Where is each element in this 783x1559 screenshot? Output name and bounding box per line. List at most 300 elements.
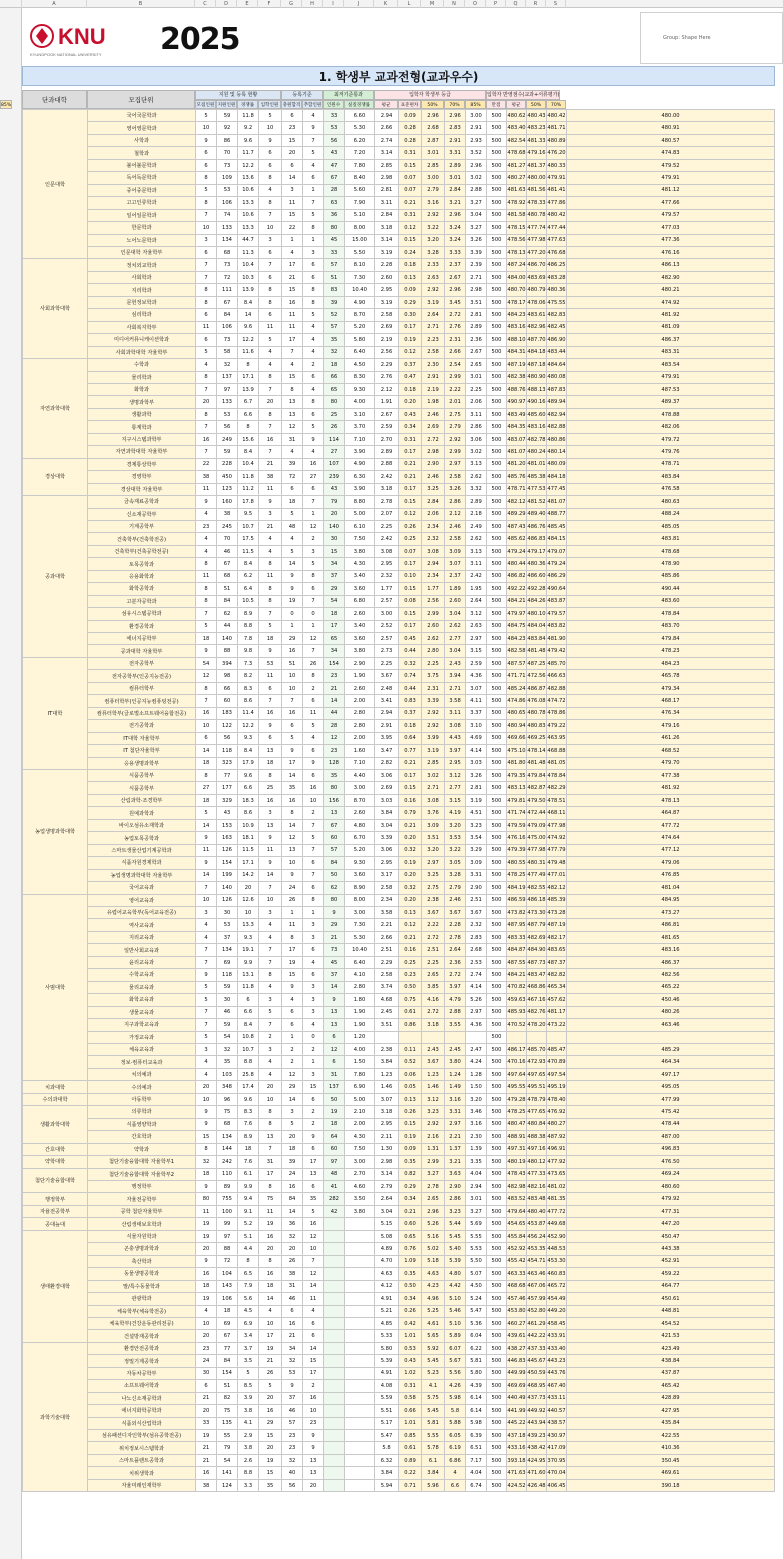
value-cell[interactable]: 3.09 xyxy=(422,819,445,831)
value-cell[interactable]: 9 xyxy=(282,745,303,757)
value-cell[interactable]: 5.69 xyxy=(466,1218,487,1230)
value-cell[interactable]: 443.94 xyxy=(527,1417,547,1429)
value-cell[interactable]: 481.27 xyxy=(507,159,527,171)
value-cell[interactable]: 14 xyxy=(282,819,303,831)
column-letter[interactable]: P xyxy=(486,0,506,8)
value-cell[interactable]: 1.60 xyxy=(345,745,375,757)
value-cell[interactable]: 7 xyxy=(303,819,324,831)
value-cell[interactable]: 2.72 xyxy=(422,433,445,445)
value-cell[interactable]: 2.86 xyxy=(445,1193,466,1205)
value-cell[interactable]: 8.4 xyxy=(238,296,259,308)
value-cell[interactable]: 0.16 xyxy=(399,944,422,956)
value-cell[interactable]: 2.16 xyxy=(422,1131,445,1143)
unit-cell[interactable]: 사회복지학부 xyxy=(88,321,196,333)
value-cell[interactable]: 476.85 xyxy=(567,869,775,881)
value-cell[interactable]: 2.47 xyxy=(466,1043,487,1055)
value-cell[interactable]: 486.37 xyxy=(567,956,775,968)
value-cell[interactable]: 27 xyxy=(196,782,217,794)
value-cell[interactable]: 490.16 xyxy=(527,396,547,408)
value-cell[interactable]: 4 xyxy=(445,1467,466,1479)
value-cell[interactable]: 0.12 xyxy=(399,346,422,358)
value-cell[interactable]: 2.90 xyxy=(422,458,445,470)
value-cell[interactable]: 6.60 xyxy=(345,110,375,122)
value-cell[interactable]: 484.19 xyxy=(507,882,527,894)
value-cell[interactable]: 1 xyxy=(303,1056,324,1068)
value-cell[interactable]: 480.26 xyxy=(567,1006,775,1018)
value-cell[interactable]: 480.10 xyxy=(527,608,547,620)
value-cell[interactable]: 9 xyxy=(282,570,303,582)
value-cell[interactable]: 484.23 xyxy=(507,309,527,321)
value-cell[interactable]: 480.62 xyxy=(507,110,527,122)
value-cell[interactable]: 10 xyxy=(196,1093,217,1105)
value-cell[interactable]: 0.07 xyxy=(399,184,422,196)
unit-cell[interactable]: 철학과 xyxy=(88,147,196,159)
value-cell[interactable]: 0.19 xyxy=(399,857,422,869)
value-cell[interactable]: 9 xyxy=(303,757,324,769)
value-cell[interactable]: 421.53 xyxy=(567,1330,775,1342)
value-cell[interactable]: 468.95 xyxy=(527,1380,547,1392)
value-cell[interactable]: 3 xyxy=(196,234,217,246)
value-cell[interactable]: 65 xyxy=(324,383,345,395)
value-cell[interactable]: 1.49 xyxy=(445,1081,466,1093)
value-cell[interactable]: 8.4 xyxy=(238,1019,259,1031)
value-cell[interactable]: 4.12 xyxy=(375,1280,399,1292)
value-cell[interactable]: 500 xyxy=(487,1430,507,1442)
value-cell[interactable]: 8 xyxy=(238,421,259,433)
value-cell[interactable]: 14 xyxy=(196,869,217,881)
value-cell[interactable]: 471.71 xyxy=(507,670,527,682)
value-cell[interactable]: 3.11 xyxy=(375,197,399,209)
value-cell[interactable]: 2.43 xyxy=(445,657,466,669)
value-cell[interactable]: 66 xyxy=(217,682,238,694)
value-cell[interactable]: 464.77 xyxy=(567,1280,775,1292)
value-cell[interactable]: 4.08 xyxy=(375,1380,399,1392)
value-cell[interactable]: 348 xyxy=(217,1081,238,1093)
value-cell[interactable]: 2.98 xyxy=(466,284,487,296)
value-cell[interactable]: 477.63 xyxy=(547,234,567,246)
value-cell[interactable]: 74 xyxy=(217,209,238,221)
value-cell[interactable]: 5.47 xyxy=(375,1430,399,1442)
value-cell[interactable]: 18 xyxy=(259,633,282,645)
value-cell[interactable]: 3.27 xyxy=(466,222,487,234)
value-cell[interactable]: 485.70 xyxy=(527,1043,547,1055)
table-row[interactable] xyxy=(23,396,775,408)
value-cell[interactable]: 0.31 xyxy=(399,433,422,445)
value-cell[interactable]: 2.72 xyxy=(445,309,466,321)
unit-cell[interactable]: 고분자공학과 xyxy=(88,595,196,607)
value-cell[interactable]: 486.83 xyxy=(527,533,547,545)
value-cell[interactable]: 5 xyxy=(259,110,282,122)
value-cell[interactable]: 11 xyxy=(196,1205,217,1217)
value-cell[interactable]: 469.66 xyxy=(507,732,527,744)
value-cell[interactable]: 2 xyxy=(259,1031,282,1043)
value-cell[interactable]: 500 xyxy=(487,1305,507,1317)
value-cell[interactable]: 2.64 xyxy=(375,1193,399,1205)
value-cell[interactable]: 160 xyxy=(217,496,238,508)
value-cell[interactable]: 443.38 xyxy=(567,1243,775,1255)
value-cell[interactable]: 4 xyxy=(196,1068,217,1080)
value-cell[interactable]: 0.17 xyxy=(399,483,422,495)
value-cell[interactable]: 477.12 xyxy=(567,844,775,856)
value-cell[interactable]: 2.18 xyxy=(466,508,487,520)
value-cell[interactable]: 0.21 xyxy=(399,471,422,483)
value-cell[interactable]: 4.91 xyxy=(375,1293,399,1305)
value-cell[interactable]: 11 xyxy=(282,919,303,931)
value-cell[interactable]: 488.13 xyxy=(527,383,547,395)
value-cell[interactable]: 17 xyxy=(324,620,345,632)
value-cell[interactable]: 3.46 xyxy=(466,1106,487,1118)
value-cell[interactable]: 46 xyxy=(217,545,238,557)
value-cell[interactable]: 479.91 xyxy=(567,371,775,383)
value-cell[interactable]: 73 xyxy=(217,259,238,271)
value-cell[interactable]: 3.51 xyxy=(466,296,487,308)
value-cell[interactable]: 29 xyxy=(282,1081,303,1093)
value-cell[interactable]: 20 xyxy=(259,396,282,408)
value-cell[interactable]: 2.85 xyxy=(422,159,445,171)
value-cell[interactable]: 0.21 xyxy=(399,458,422,470)
value-cell[interactable]: 10.8 xyxy=(238,1031,259,1043)
value-cell[interactable]: 9 xyxy=(282,981,303,993)
value-cell[interactable]: 7.50 xyxy=(345,533,375,545)
value-cell[interactable]: 500 xyxy=(487,969,507,981)
table-row[interactable] xyxy=(23,620,775,632)
value-cell[interactable]: 481.58 xyxy=(507,209,527,221)
value-cell[interactable]: 2.96 xyxy=(422,1205,445,1217)
table-row[interactable] xyxy=(23,695,775,707)
value-cell[interactable]: 3.20 xyxy=(422,844,445,856)
value-cell[interactable]: 4.70 xyxy=(375,1255,399,1267)
value-cell[interactable]: 2.36 xyxy=(466,334,487,346)
value-cell[interactable]: 476.34 xyxy=(567,707,775,719)
value-cell[interactable]: 0.12 xyxy=(399,919,422,931)
value-cell[interactable]: 23 xyxy=(324,745,345,757)
value-cell[interactable]: 2.64 xyxy=(422,309,445,321)
value-cell[interactable]: 13.3 xyxy=(238,197,259,209)
value-cell[interactable]: 483.23 xyxy=(527,122,547,134)
value-cell[interactable]: 2.71 xyxy=(422,321,445,333)
value-cell[interactable]: 3.11 xyxy=(466,408,487,420)
value-cell[interactable]: 4.5 xyxy=(238,1305,259,1317)
value-cell[interactable]: 8.6 xyxy=(238,807,259,819)
value-cell[interactable]: 13 xyxy=(324,807,345,819)
table-row[interactable] xyxy=(23,645,775,657)
value-cell[interactable]: 500 xyxy=(487,583,507,595)
value-cell[interactable]: 2.96 xyxy=(422,110,445,122)
value-cell[interactable]: 2.99 xyxy=(422,1156,445,1168)
value-cell[interactable]: 482.88 xyxy=(547,421,567,433)
value-cell[interactable]: 73 xyxy=(217,159,238,171)
value-cell[interactable]: 9 xyxy=(303,1131,324,1143)
unit-cell[interactable]: 토목공학과 xyxy=(88,558,196,570)
unit-cell[interactable]: 화학교육과 xyxy=(88,994,196,1006)
value-cell[interactable]: 3.67 xyxy=(445,907,466,919)
value-cell[interactable]: 477.72 xyxy=(547,1205,567,1217)
unit-cell[interactable]: 식품자원경제학과 xyxy=(88,857,196,869)
value-cell[interactable]: 0.24 xyxy=(399,246,422,258)
value-cell[interactable]: 477.66 xyxy=(567,197,775,209)
value-cell[interactable]: 0.16 xyxy=(399,794,422,806)
value-cell[interactable]: 4 xyxy=(303,1305,324,1317)
value-cell[interactable]: 3.02 xyxy=(466,172,487,184)
value-cell[interactable]: 453.35 xyxy=(527,1243,547,1255)
value-cell[interactable]: 0.32 xyxy=(399,882,422,894)
table-row[interactable] xyxy=(23,1479,775,1491)
value-cell[interactable]: 500 xyxy=(487,134,507,146)
value-cell[interactable]: 485.38 xyxy=(527,471,547,483)
value-cell[interactable]: 15 xyxy=(282,969,303,981)
value-cell[interactable]: 485.45 xyxy=(547,520,567,532)
value-cell[interactable]: 4.14 xyxy=(466,981,487,993)
value-cell[interactable]: 199 xyxy=(217,869,238,881)
value-cell[interactable]: 8.80 xyxy=(345,496,375,508)
unit-cell[interactable]: 경제통상학부 xyxy=(88,458,196,470)
value-cell[interactable]: 3.58 xyxy=(375,907,399,919)
value-cell[interactable]: 500 xyxy=(487,794,507,806)
value-cell[interactable]: 50 xyxy=(324,869,345,881)
value-cell[interactable]: 20 xyxy=(196,1330,217,1342)
table-row[interactable] xyxy=(23,259,775,271)
value-cell[interactable]: 477.49 xyxy=(527,869,547,881)
unit-cell[interactable]: 화학과 xyxy=(88,383,196,395)
table-row[interactable] xyxy=(23,595,775,607)
table-row[interactable] xyxy=(23,857,775,869)
value-cell[interactable]: 473.27 xyxy=(567,907,775,919)
value-cell[interactable]: 4 xyxy=(196,931,217,943)
value-cell[interactable]: 68 xyxy=(217,570,238,582)
value-cell[interactable]: 3.40 xyxy=(345,620,375,632)
value-cell[interactable]: 1.91 xyxy=(375,396,399,408)
value-cell[interactable]: 4 xyxy=(196,508,217,520)
value-cell[interactable]: 3.12 xyxy=(466,608,487,620)
value-cell[interactable]: 39 xyxy=(282,1156,303,1168)
value-cell[interactable]: 16 xyxy=(282,1317,303,1329)
value-cell[interactable]: 0.74 xyxy=(399,670,422,682)
value-cell[interactable]: 1.37 xyxy=(445,1143,466,1155)
value-cell[interactable]: 31 xyxy=(259,1156,282,1168)
value-cell[interactable]: 2.65 xyxy=(422,1193,445,1205)
value-cell[interactable]: 470.89 xyxy=(547,1056,567,1068)
value-cell[interactable]: 3.04 xyxy=(466,209,487,221)
value-cell[interactable]: 500 xyxy=(487,620,507,632)
value-cell[interactable]: 2.92 xyxy=(422,707,445,719)
value-cell[interactable] xyxy=(324,1243,345,1255)
value-cell[interactable]: 2.97 xyxy=(466,1006,487,1018)
value-cell[interactable]: 478.20 xyxy=(527,1019,547,1031)
value-cell[interactable]: 463.46 xyxy=(567,1019,775,1031)
unit-cell[interactable]: 에너지화학공학과 xyxy=(88,1405,196,1417)
value-cell[interactable]: 485.29 xyxy=(567,1043,775,1055)
value-cell[interactable]: 500 xyxy=(487,1454,507,1466)
table-row[interactable] xyxy=(23,172,775,184)
table-row[interactable] xyxy=(23,1006,775,1018)
value-cell[interactable]: 2 xyxy=(303,1106,324,1118)
value-cell[interactable]: 72 xyxy=(282,471,303,483)
table-row[interactable] xyxy=(23,1106,775,1118)
value-cell[interactable]: 2.97 xyxy=(445,458,466,470)
value-cell[interactable]: 484.75 xyxy=(507,620,527,632)
value-cell[interactable]: 3.02 xyxy=(466,446,487,458)
value-cell[interactable]: 482.38 xyxy=(507,371,527,383)
value-cell[interactable]: 13 xyxy=(259,819,282,831)
value-cell[interactable]: 5.25 xyxy=(422,1305,445,1317)
value-cell[interactable]: 4.43 xyxy=(445,732,466,744)
value-cell[interactable]: 26 xyxy=(282,894,303,906)
value-cell[interactable]: 17.1 xyxy=(238,371,259,383)
value-cell[interactable]: 23 xyxy=(196,520,217,532)
value-cell[interactable]: 478.40 xyxy=(547,1093,567,1105)
value-cell[interactable]: 2.60 xyxy=(375,271,399,283)
value-cell[interactable]: 0.21 xyxy=(399,931,422,943)
value-cell[interactable]: 6 xyxy=(196,1380,217,1392)
value-cell[interactable]: 8 xyxy=(196,197,217,209)
value-cell[interactable]: 481.71 xyxy=(547,122,567,134)
value-cell[interactable]: 479.57 xyxy=(547,608,567,620)
value-cell[interactable]: 481.90 xyxy=(547,633,567,645)
value-cell[interactable]: 480.36 xyxy=(547,284,567,296)
value-cell[interactable]: 500 xyxy=(487,1243,507,1255)
table-row[interactable] xyxy=(23,707,775,719)
value-cell[interactable]: 479.76 xyxy=(567,446,775,458)
value-cell[interactable]: 2.96 xyxy=(466,159,487,171)
value-cell[interactable]: 2.19 xyxy=(422,383,445,395)
value-cell[interactable]: 487.57 xyxy=(507,657,527,669)
unit-cell[interactable]: 역사교육과 xyxy=(88,919,196,931)
value-cell[interactable]: 500 xyxy=(487,159,507,171)
value-cell[interactable]: 486.59 xyxy=(507,894,527,906)
value-cell[interactable]: 8 xyxy=(196,408,217,420)
value-cell[interactable]: 0.35 xyxy=(399,1268,422,1280)
value-cell[interactable]: 5.51 xyxy=(375,1405,399,1417)
value-cell[interactable]: 500 xyxy=(487,1268,507,1280)
value-cell[interactable]: 500 xyxy=(487,819,507,831)
value-cell[interactable]: 20 xyxy=(282,1243,303,1255)
value-cell[interactable]: 435.84 xyxy=(567,1417,775,1429)
value-cell[interactable]: 7 xyxy=(259,421,282,433)
value-cell[interactable]: 17 xyxy=(259,1168,282,1180)
value-cell[interactable]: 3 xyxy=(196,1043,217,1055)
value-cell[interactable]: 8 xyxy=(303,894,324,906)
value-cell[interactable]: 476.16 xyxy=(507,832,527,844)
value-cell[interactable]: 4.00 xyxy=(345,396,375,408)
value-cell[interactable]: 6.39 xyxy=(466,1430,487,1442)
value-cell[interactable]: 15 xyxy=(282,371,303,383)
value-cell[interactable] xyxy=(324,1293,345,1305)
value-cell[interactable]: 69 xyxy=(217,1317,238,1329)
value-cell[interactable]: 3.06 xyxy=(375,844,399,856)
column-letter[interactable]: Q xyxy=(506,0,526,8)
value-cell[interactable]: 3.84 xyxy=(375,1467,399,1479)
table-row[interactable] xyxy=(23,894,775,906)
value-cell[interactable]: 477.36 xyxy=(567,234,775,246)
value-cell[interactable]: 3.21 xyxy=(445,1156,466,1168)
value-cell[interactable]: 8.4 xyxy=(238,446,259,458)
value-cell[interactable]: 481.07 xyxy=(547,496,567,508)
unit-cell[interactable]: 미디어커뮤니케이션학과 xyxy=(88,334,196,346)
value-cell[interactable]: 18 xyxy=(196,794,217,806)
value-cell[interactable]: 12 xyxy=(282,421,303,433)
value-cell[interactable]: 82 xyxy=(217,1392,238,1404)
value-cell[interactable]: 483.47 xyxy=(527,969,547,981)
value-cell[interactable]: 482.82 xyxy=(547,969,567,981)
column-letter[interactable]: M xyxy=(421,0,444,8)
value-cell[interactable]: 487.37 xyxy=(547,956,567,968)
value-cell[interactable]: 2.94 xyxy=(375,707,399,719)
value-cell[interactable]: 481.33 xyxy=(527,134,547,146)
value-cell[interactable]: 6 xyxy=(324,1031,345,1043)
table-row[interactable] xyxy=(23,433,775,445)
value-cell[interactable]: 495.05 xyxy=(567,1081,775,1093)
value-cell[interactable]: 32 xyxy=(282,1230,303,1242)
value-cell[interactable]: 483.60 xyxy=(567,595,775,607)
value-cell[interactable]: 98 xyxy=(217,670,238,682)
value-cell[interactable]: 6 xyxy=(303,172,324,184)
value-cell[interactable]: 6.9 xyxy=(238,1317,259,1329)
value-cell[interactable]: 4 xyxy=(259,533,282,545)
value-cell[interactable]: 7.30 xyxy=(345,919,375,931)
value-cell[interactable]: 16 xyxy=(303,1218,324,1230)
value-cell[interactable]: 8.6 xyxy=(238,695,259,707)
value-cell[interactable]: 51 xyxy=(217,1380,238,1392)
value-cell[interactable]: 500 xyxy=(487,1355,507,1367)
value-cell[interactable]: 500 xyxy=(487,1068,507,1080)
unit-cell[interactable]: 환경공학과 xyxy=(88,620,196,632)
value-cell[interactable]: 11.8 xyxy=(238,110,259,122)
value-cell[interactable]: 3.16 xyxy=(445,1093,466,1105)
value-cell[interactable]: 29 xyxy=(324,919,345,931)
value-cell[interactable]: 2.21 xyxy=(375,919,399,931)
value-cell[interactable]: 482.06 xyxy=(567,421,775,433)
value-cell[interactable]: 6.05 xyxy=(445,1430,466,1442)
unit-cell[interactable]: IT대학 자율학부 xyxy=(88,732,196,744)
value-cell[interactable]: 500 xyxy=(487,122,507,134)
value-cell[interactable]: 4.4 xyxy=(238,1243,259,1255)
unit-cell[interactable]: 노어노문학과 xyxy=(88,234,196,246)
value-cell[interactable]: 6 xyxy=(259,732,282,744)
value-cell[interactable]: 500 xyxy=(487,1106,507,1118)
unit-cell[interactable]: 간호학과 xyxy=(88,1131,196,1143)
unit-cell[interactable]: 산림생태보호학과 xyxy=(88,1218,196,1230)
value-cell[interactable] xyxy=(345,1305,375,1317)
value-cell[interactable]: 9 xyxy=(196,496,217,508)
table-row[interactable] xyxy=(23,508,775,520)
value-cell[interactable] xyxy=(324,1367,345,1379)
value-cell[interactable]: 479.72 xyxy=(567,433,775,445)
value-cell[interactable]: 478.44 xyxy=(567,1118,775,1130)
table-row[interactable] xyxy=(23,832,775,844)
value-cell[interactable]: 3.00 xyxy=(345,907,375,919)
value-cell[interactable]: 0.15 xyxy=(399,496,422,508)
value-cell[interactable]: 0.42 xyxy=(399,1317,422,1329)
value-cell[interactable]: 5.8 xyxy=(375,1442,399,1454)
value-cell[interactable]: 5.20 xyxy=(345,321,375,333)
value-cell[interactable]: 3.3 xyxy=(238,1479,259,1491)
value-cell[interactable]: 370.95 xyxy=(547,1454,567,1466)
value-cell[interactable]: 2.78 xyxy=(445,931,466,943)
value-cell[interactable]: 481.80 xyxy=(507,757,527,769)
value-cell[interactable]: 482.94 xyxy=(547,408,567,420)
value-cell[interactable]: 473.82 xyxy=(507,907,527,919)
value-cell[interactable]: 53 xyxy=(217,919,238,931)
value-cell[interactable]: 15 xyxy=(282,209,303,221)
value-cell[interactable]: 15.00 xyxy=(345,234,375,246)
value-cell[interactable]: 1 xyxy=(303,620,324,632)
value-cell[interactable]: 7 xyxy=(196,209,217,221)
value-cell[interactable]: 3 xyxy=(303,919,324,931)
value-cell[interactable]: 53 xyxy=(217,184,238,196)
value-cell[interactable]: 10 xyxy=(282,857,303,869)
value-cell[interactable]: 2.25 xyxy=(375,657,399,669)
value-cell[interactable]: 0.17 xyxy=(399,321,422,333)
